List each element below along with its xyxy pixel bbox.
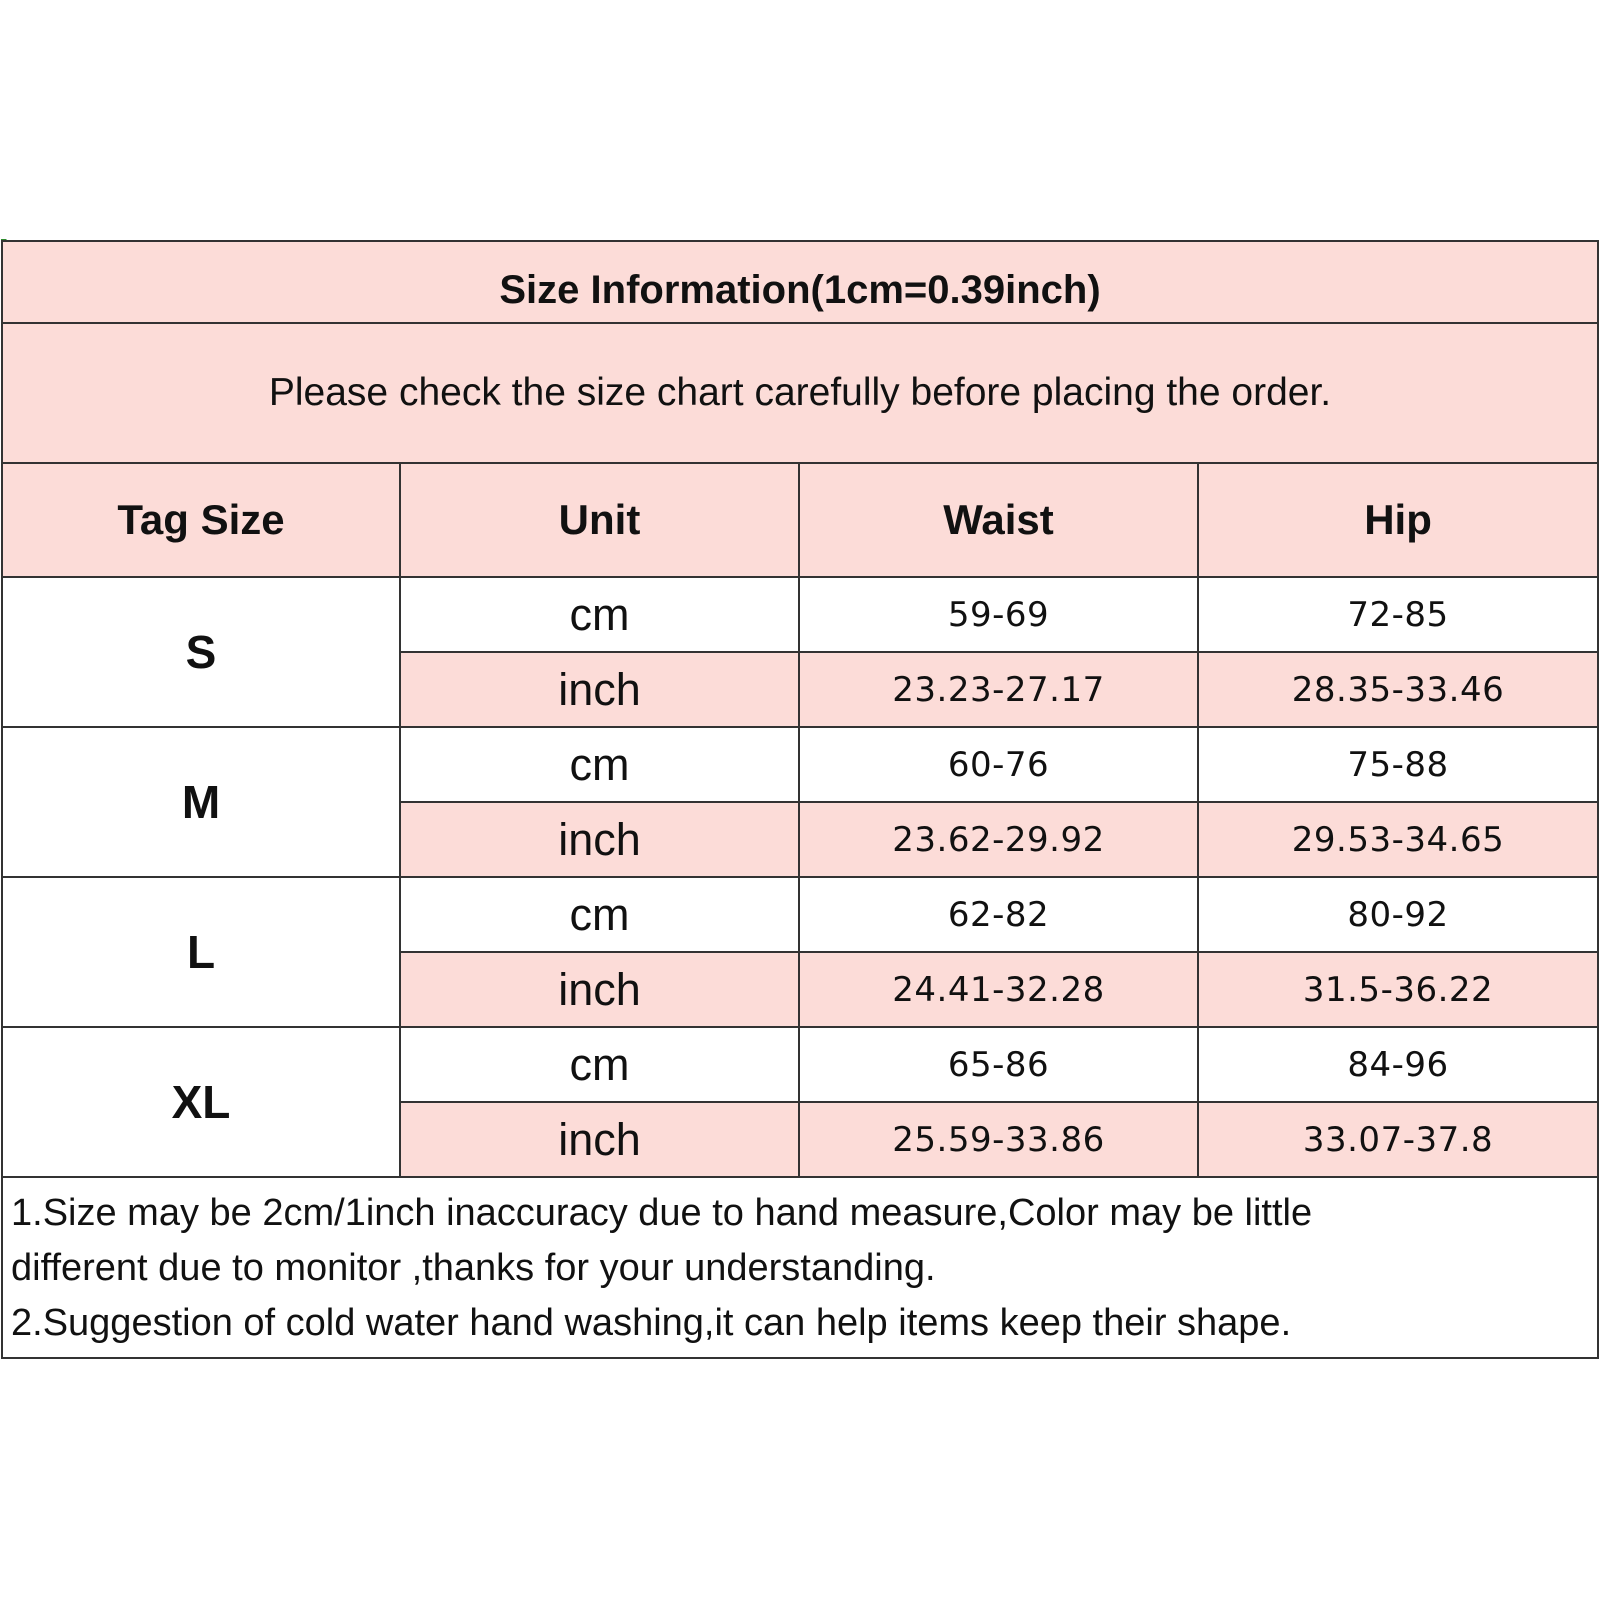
tag-size-cell: S [2, 577, 400, 727]
chart-subtitle: Please check the size chart carefully before placing the order. [2, 323, 1598, 463]
unit-cell: inch [400, 952, 799, 1027]
header-waist: Waist [799, 463, 1198, 577]
waist-cell: 65-86 [799, 1027, 1198, 1102]
waist-cell: 59-69 [799, 577, 1198, 652]
unit-cell: inch [400, 1102, 799, 1177]
waist-cell: 25.59-33.86 [799, 1102, 1198, 1177]
header-unit: Unit [400, 463, 799, 577]
unit-cell: inch [400, 802, 799, 877]
subtitle-row [2, 323, 1598, 463]
chart-title: Size Information(1cm=0.39inch) [2, 241, 1598, 323]
table-row [2, 877, 1598, 952]
hip-cell: 29.53-34.65 [1198, 802, 1598, 877]
waist-cell: 23.23-27.17 [799, 652, 1198, 727]
unit-cell: inch [400, 652, 799, 727]
waist-cell: 62-82 [799, 877, 1198, 952]
table-row [2, 577, 1598, 652]
notes-row [2, 1177, 1598, 1358]
waist-cell: 60-76 [799, 727, 1198, 802]
hip-cell: 84-96 [1198, 1027, 1598, 1102]
unit-cell: cm [400, 1027, 799, 1102]
notes-block [2, 1177, 1598, 1358]
hip-cell: 75-88 [1198, 727, 1598, 802]
unit-cell: cm [400, 727, 799, 802]
header-hip: Hip [1198, 463, 1598, 577]
note-line: different due to monitor ,thanks for your understanding. [11, 1247, 936, 1289]
tag-size-cell: L [2, 877, 400, 1027]
hip-cell: 80-92 [1198, 877, 1598, 952]
hip-cell: 72-85 [1198, 577, 1598, 652]
unit-cell: cm [400, 577, 799, 652]
waist-cell: 24.41-32.28 [799, 952, 1198, 1027]
hip-cell: 33.07-37.8 [1198, 1102, 1598, 1177]
header-row [2, 463, 1598, 577]
tag-size-cell: M [2, 727, 400, 877]
table-row [2, 727, 1598, 802]
waist-cell: 23.62-29.92 [799, 802, 1198, 877]
hip-cell: 28.35-33.46 [1198, 652, 1598, 727]
hip-cell: 31.5-36.22 [1198, 952, 1598, 1027]
note-line: 2.Suggestion of cold water hand washing,it can help items keep their shape. [11, 1302, 1292, 1344]
header-tag-size: Tag Size [2, 463, 400, 577]
note-line: 1.Size may be 2cm/1inch inaccuracy due to hand measure,Color may be little [11, 1192, 1313, 1234]
title-row [2, 241, 1598, 323]
unit-cell: cm [400, 877, 799, 952]
table-row [2, 1027, 1598, 1102]
size-chart-table [1, 240, 1599, 1359]
tag-size-cell: XL [2, 1027, 400, 1177]
